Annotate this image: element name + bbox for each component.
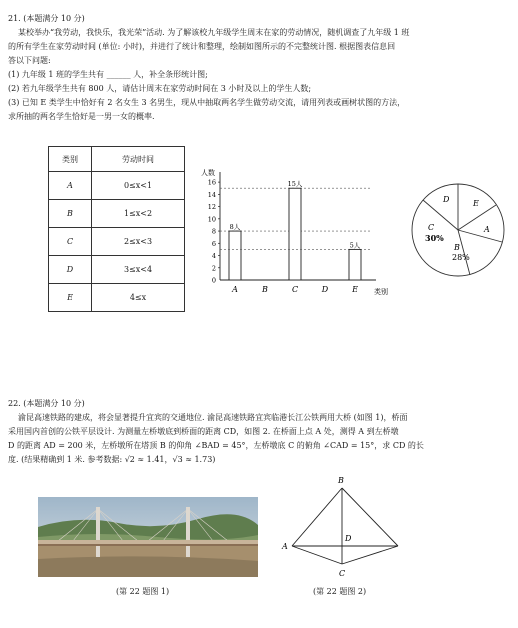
category-table (48, 146, 185, 312)
q21-part1: (1) 九年级 1 班的学生共有 ______ 人，补全条形统计图; (8, 70, 208, 79)
pie-label-e: E (473, 199, 479, 208)
bar-chart (198, 168, 398, 303)
q21-intro-line3: 答以下问题: (8, 56, 51, 65)
table-cell-category: B (49, 200, 92, 228)
x-tick-label: B (262, 285, 268, 294)
point-d: D (345, 534, 352, 543)
q22-line2: 采用国内首创的公铁平层设计. 为测量左桥墩底到桥面的距离 CD，如图 2. 在桥面上点 A 处，测得 A 到左桥墩 (8, 427, 399, 436)
q21-part2: (2) 若九年级学生共有 800 人，请估计周末在家劳动时间在 3 小时及以上的学生人数; (8, 84, 312, 93)
table-cell-time: 2≤x<3 (92, 228, 185, 256)
pie-label-b: B (454, 243, 460, 252)
table-cell-time: 3≤x<4 (92, 256, 185, 284)
table-cell-category: A (49, 172, 92, 200)
x-tick-label: D (321, 285, 329, 294)
bar (229, 231, 241, 280)
q21-title: 21. (本题满分 10 分) (8, 14, 85, 23)
table-row (49, 200, 185, 228)
table-cell-category: D (49, 256, 92, 284)
table-row (49, 256, 185, 284)
y-tick-label: 10 (207, 215, 216, 224)
bar (289, 188, 301, 280)
fig2-caption: (第 22 题图 2) (313, 587, 367, 596)
table-header-category: 类别 (49, 147, 92, 172)
table-cell-time: 1≤x<2 (92, 200, 185, 228)
geometry-figure (280, 470, 410, 585)
q21-intro-line2: 的所有学生在家劳动时间 (单位: 小时)，并进行了统计和整理，绘制如图所示的不完整统计图. 根据图表信息回 (8, 42, 396, 51)
table-row (49, 172, 185, 200)
q22-line4: 度. (结果精确到 1 米. 参考数据: √2 ≈ 1.41，√3 ≈ 1.73) (8, 455, 216, 464)
y-tick-label: 4 (211, 252, 216, 261)
y-tick-label: 0 (211, 276, 216, 285)
point-b: B (338, 476, 344, 485)
y-axis-label: 人数 (201, 169, 215, 177)
pie-label-c: C (428, 223, 435, 232)
pie-percent-c: 30% (425, 233, 444, 243)
x-tick-label: E (352, 285, 358, 294)
y-tick-label: 16 (207, 178, 216, 187)
q22-line1: 渝昆高速铁路的建成，将会显著提升宜宾的交通地位. 渝昆高速铁路宜宾临港长江公铁两用大桥 (如图 1)，桥面 (18, 413, 408, 422)
q21-intro-line1: 某校举办“我劳动，我快乐，我光荣”活动. 为了解该校九年级学生周末在家的劳动情况，随机调查了九年级 1 班 (18, 28, 410, 37)
y-tick-label: 14 (207, 190, 216, 199)
bar-data-label: 15人 (287, 180, 303, 189)
pie-label-d: D (443, 195, 450, 204)
x-tick-label: A (232, 285, 238, 294)
x-axis-label: 类别 (374, 288, 388, 296)
segment-ab (292, 488, 342, 546)
table-cell-time: 0≤x<1 (92, 172, 185, 200)
table-cell-time: 4≤x (92, 284, 185, 312)
y-tick-label: 2 (211, 264, 216, 273)
bar (349, 249, 361, 280)
point-c: C (339, 569, 346, 578)
table-row (49, 228, 185, 256)
segment-ac (292, 546, 342, 564)
q22-line3: D 的距离 AD = 200 米，左桥墩所在塔顶 B 的仰角 ∠BAD = 45°，左桥墩底 C 的俯角 ∠CAD = 15°，求 CD 的长 (8, 441, 424, 450)
y-tick-label: 8 (211, 227, 216, 236)
pie-slice-edge (458, 205, 496, 230)
y-tick-label: 6 (211, 239, 216, 248)
pie-chart (408, 180, 508, 280)
q21-part3-line1: (3) 已知 E 类学生中恰好有 2 名女生 3 名男生，现从中抽取两名学生做劳动交流，请用列表或画树状图的方法， (8, 98, 406, 107)
table-cell-category: E (49, 284, 92, 312)
table-header-time: 劳动时间 (92, 147, 185, 172)
fig1-caption: (第 22 题图 1) (116, 587, 170, 596)
table-row (49, 284, 185, 312)
bar-data-label: 8人 (229, 223, 241, 232)
pie-percent-b: 28% (452, 253, 470, 262)
table-cell-category: C (49, 228, 92, 256)
q21-part3-line2: 求所抽的两名学生恰好是一男一女的概率. (8, 112, 155, 121)
segment-c-right (342, 546, 398, 564)
point-a: A (282, 542, 288, 551)
bridge-photo (38, 497, 258, 577)
bar-data-label: 5人 (349, 241, 361, 250)
x-tick-label: C (291, 285, 299, 294)
pie-slice-edge (458, 230, 502, 242)
y-tick-label: 12 (207, 203, 216, 212)
q22-title: 22. (本题满分 10 分) (8, 399, 85, 408)
pie-label-a: A (484, 225, 490, 234)
